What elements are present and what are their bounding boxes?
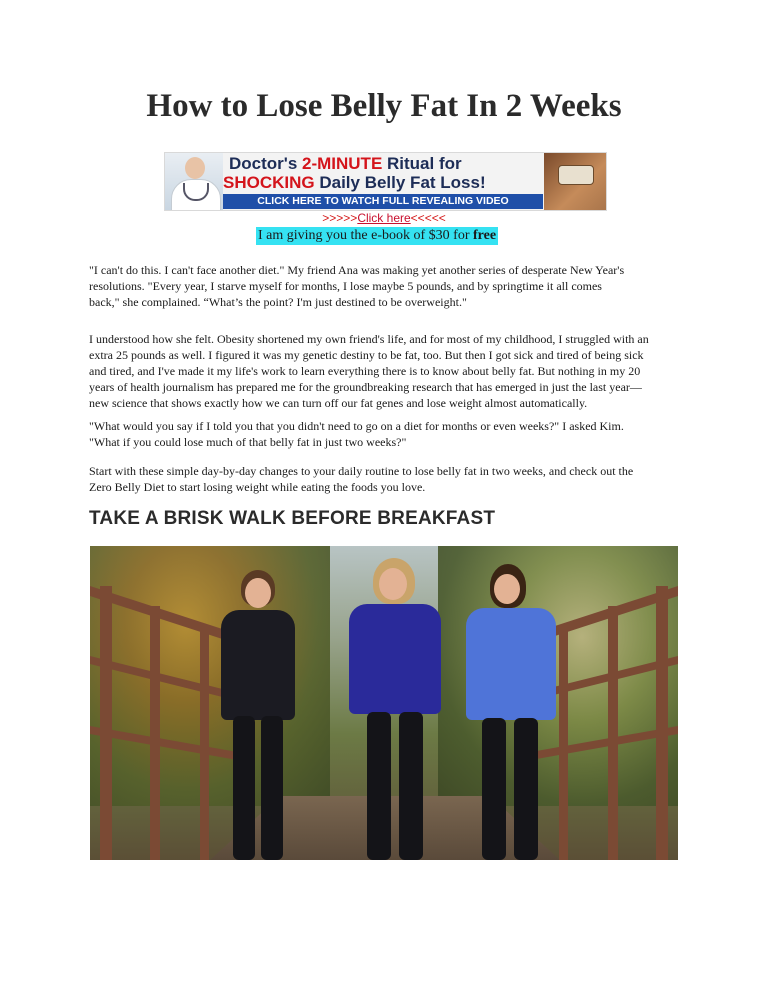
walking-women-photo	[90, 546, 678, 860]
paragraph-4: Start with these simple day-by-day changes to your daily routine to lose belly fat in two weeks, and check out the Zero Belly Diet to start losing weight while eating the foods you love.	[89, 464, 634, 494]
walker-right	[460, 562, 560, 860]
walker-left	[215, 566, 305, 860]
paragraph-2: I understood how she felt. Obesity shortened my own friend's life, and for most of my childhood, I struggled with an extra 25 pounds as well. I figured it was my genetic destiny to be fat, too. But then I got sick and tired of being sick and tired, and I've made it my life's work to learn everything there is to know about belly fat. But nothing in my 20 years of health journalism has prepared me for the groundbreaking research that has emerged in just the last year— new science that shows exactly how we can turn off our fat genes and lose weight almost automatically.	[89, 332, 649, 410]
paragraph-1: "I can't do this. I can't face another diet." My friend Ana was making yet another series of desperate New Year's resolutions. "Every year, I starve myself for months, I lose maybe 5 pounds, and by springtime it all comes back," she complained. “What’s the point? I'm just destined to be overweight."	[89, 263, 625, 309]
doctor-illustration	[165, 153, 223, 210]
paragraph-3: "What would you say if I told you that you didn't need to go on a diet for months or even weeks?" I asked Kim. "What if you could lose much of that belly fat in just two weeks?"	[89, 419, 624, 449]
click-here-link[interactable]: Click here	[357, 211, 411, 225]
section-heading: TAKE A BRISK WALK BEFORE BREAKFAST	[89, 508, 496, 529]
scale-illustration	[544, 153, 606, 210]
banner-headline-line1: Doctor's 2-MINUTE Ritual for	[229, 154, 462, 173]
banner-headline-line2: SHOCKING Daily Belly Fat Loss!	[223, 173, 486, 192]
ebook-offer: I am giving you the e-book of $30 for free	[258, 228, 497, 243]
banner-cta-button[interactable]: CLICK HERE TO WATCH FULL REVEALING VIDEO	[223, 194, 543, 209]
ad-banner[interactable]	[164, 152, 607, 211]
page-title: How to Lose Belly Fat In 2 Weeks	[146, 88, 622, 124]
click-here-line: >>>>>Click here<<<<<	[322, 211, 446, 225]
walker-middle	[345, 556, 445, 860]
